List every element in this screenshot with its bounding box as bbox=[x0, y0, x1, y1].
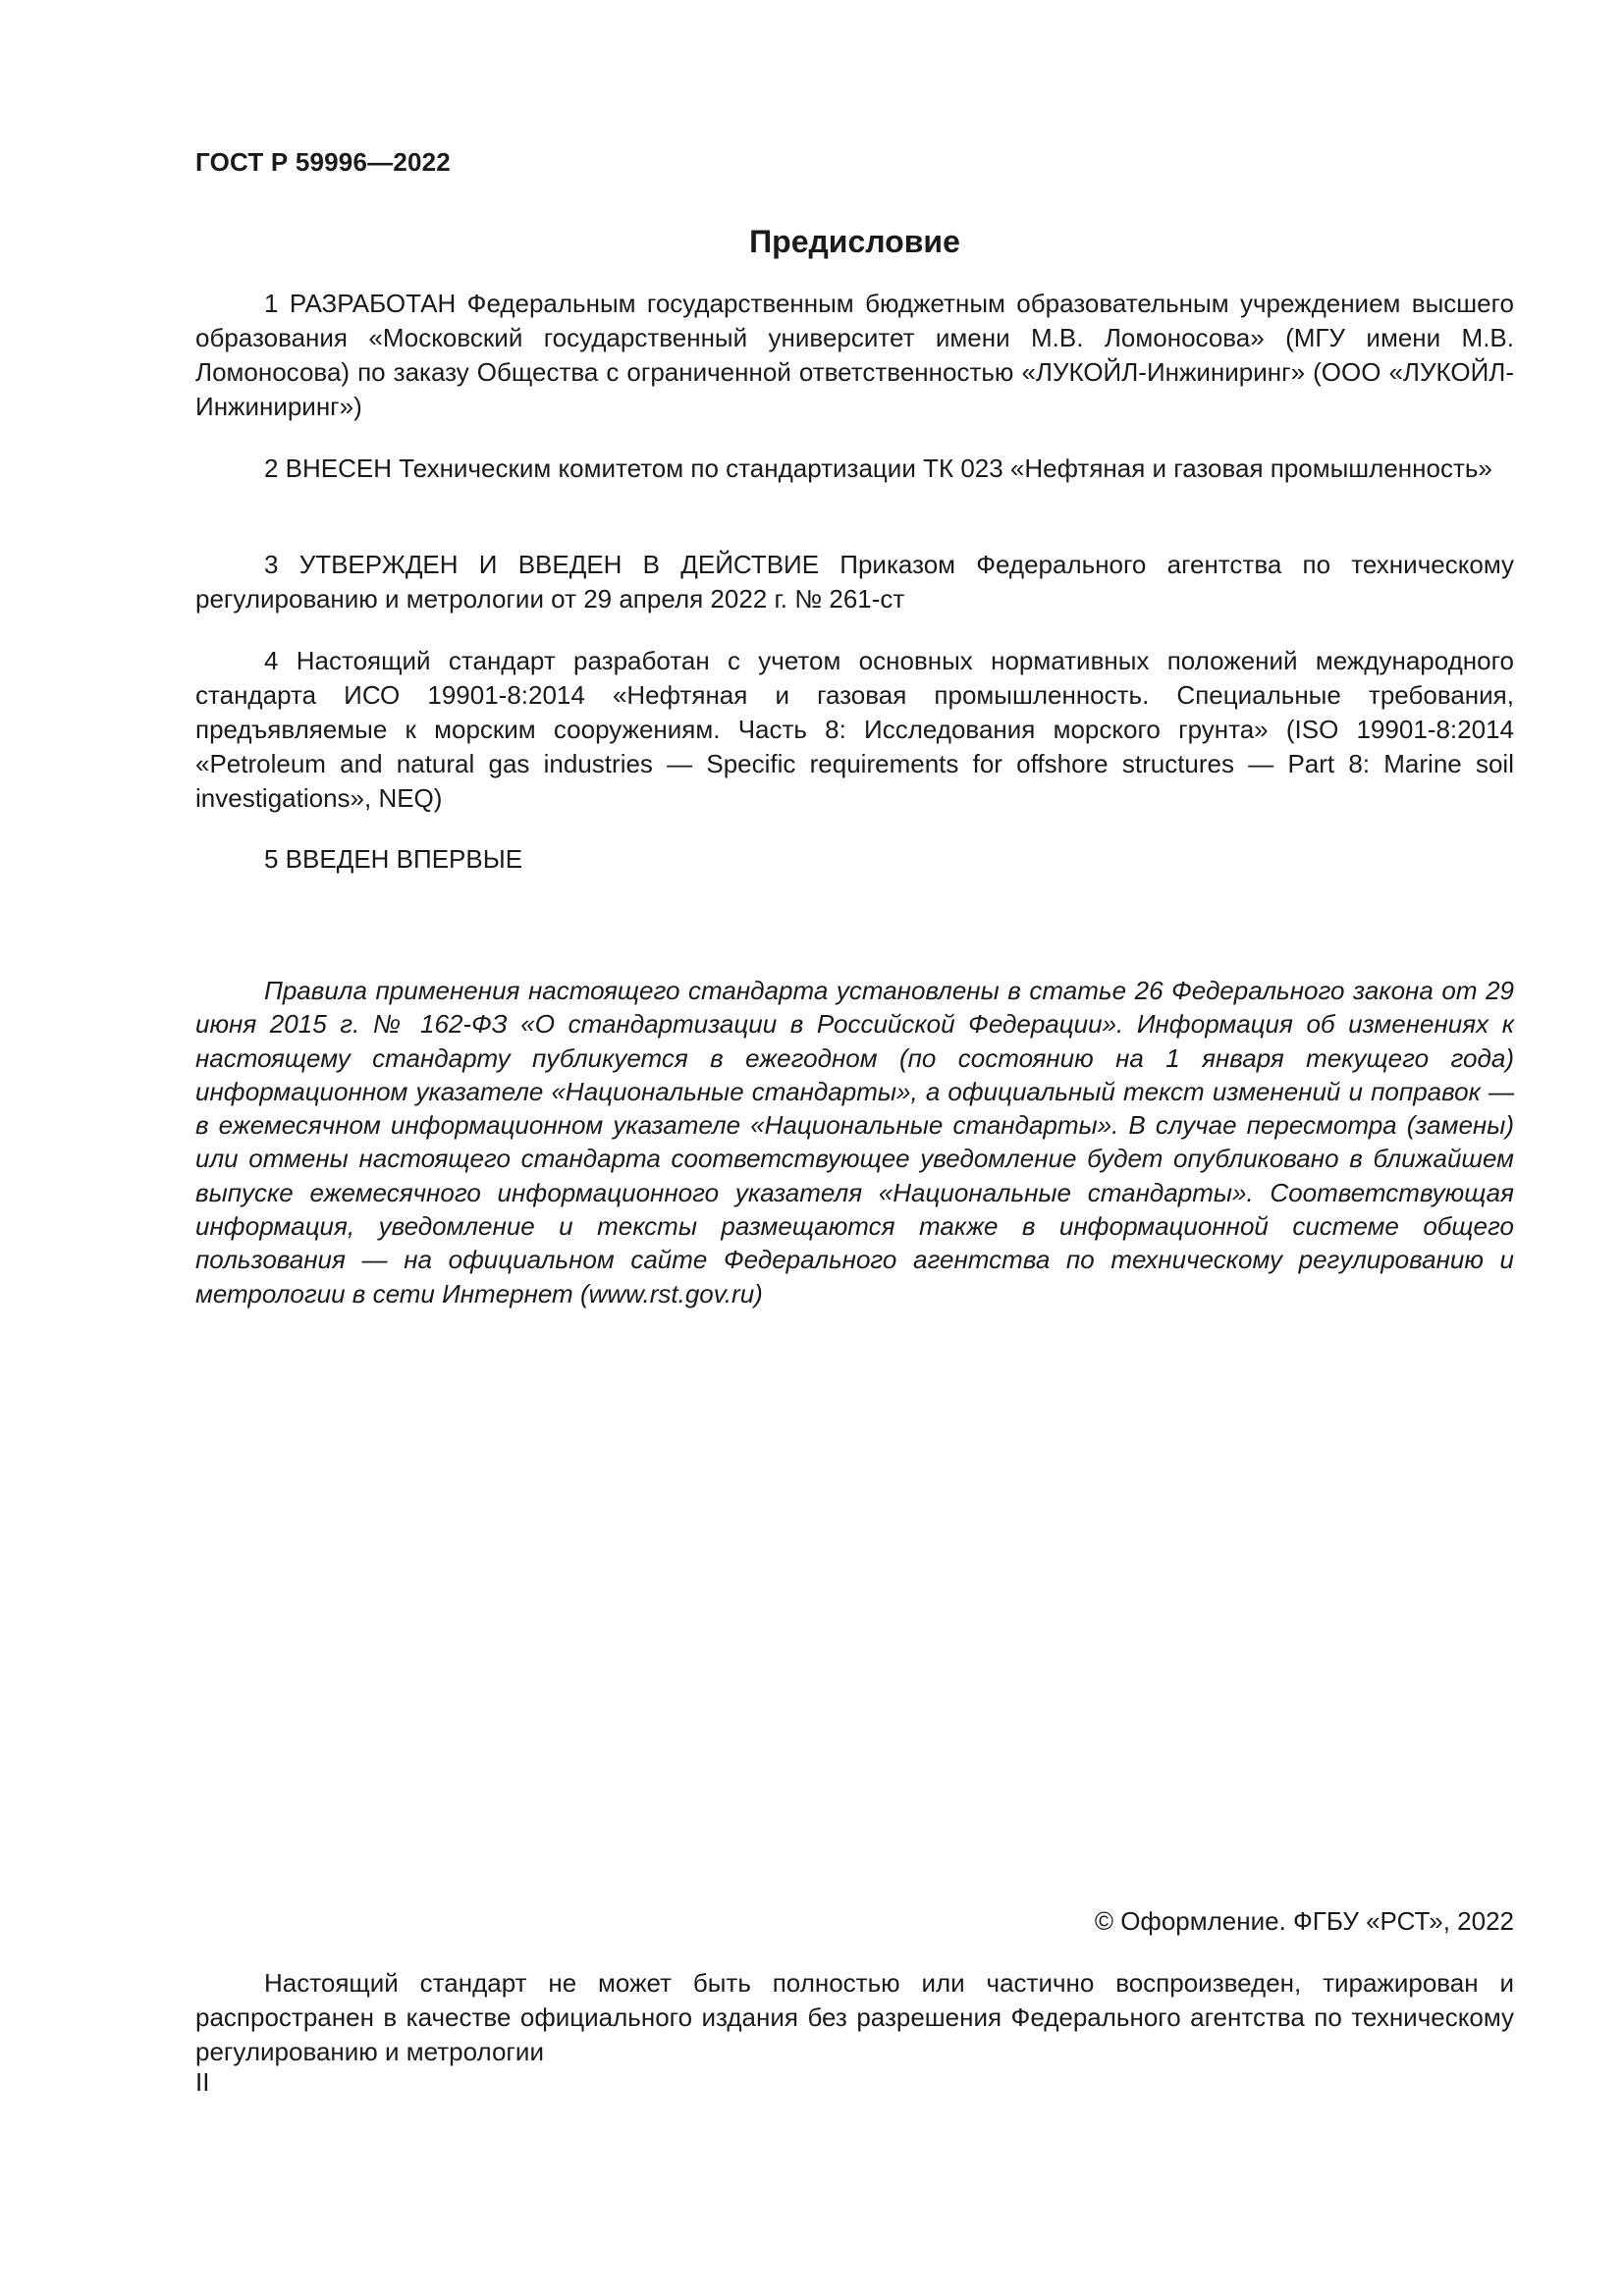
copyright-notice: © Оформление. ФГБУ «РСТ», 2022 bbox=[1094, 1906, 1514, 1936]
page-number: II bbox=[195, 2067, 210, 2097]
document-page bbox=[195, 0, 1514, 2296]
foreword-item-introduced: 2 ВНЕСЕН Техническим комитетом по стандартизации ТК 023 «Нефтяная и газовая промышленность» bbox=[264, 454, 1492, 483]
foreword-item-first-introduced: 5 ВВЕДЕН ВПЕРВЫЕ bbox=[264, 844, 523, 874]
foreword-item-developed: 1 РАЗРАБОТАН Федеральным государственным бюджетным образовательным учреждением высшего образования «Московский государственный университет имени М.В. Ломоносова» (МГУ имени М.В. Ломоносова) по заказу Общества с ограниченной ответственностью «ЛУКОЙЛ-Инжиниринг» (ООО «ЛУКОЙЛ-Инжиниринг») bbox=[195, 289, 1514, 421]
foreword-title: Предисловие bbox=[749, 224, 960, 259]
reproduction-notice: Настоящий стандарт не может быть полностью или частично воспроизведен, тиражирован и распространен в качестве официального издания без разрешения Федерального агентства по техническому регулированию и метрологии bbox=[195, 1968, 1514, 2066]
document-code: ГОСТ Р 59996—2022 bbox=[195, 147, 451, 177]
application-rules-notice: Правила применения настоящего стандарта установлены в статье 26 Федерального закона от 29 июня 2015 г. № 162-ФЗ «О стандартизации в Российской Федерации». Информация об изменениях к настоящему стандарту публикуется в ежегодном (по состоянию на 1 января текущего года) информационном указателе «Национальные стандарты», а официальный текст изменений и поправок — в ежемесячном информационном указателе «Национальные стандарты». В случае пересмотра (замены) или отмены настоящего стандарта соответствующее уведомление будет опубликовано в ближайшем выпуске ежемесячного информационного указателя «Национальные стандарты». Соответствующая информация, уведомление и тексты размещаются также в информационной системе общего пользования — на официальном сайте Федерального агентства по техническому регулированию и метрологии в сети Интернет (www.rst.gov.ru) bbox=[195, 976, 1514, 1308]
foreword-item-approved: 3 УТВЕРЖДЕН И ВВЕДЕН В ДЕЙСТВИЕ Приказом Федерального агентства по техническому регулированию и метрологии от 29 апреля 2022 г. № 261-ст bbox=[195, 550, 1514, 614]
foreword-item-international-basis: 4 Настоящий стандарт разработан с учетом основных нормативных положений международного стандарта ИСО 19901-8:2014 «Нефтяная и газовая промышленность. Специальные требования, предъявляемые к морским сооружениям. Часть 8: Исследования морского грунта» (ISO 19901-8:2014 «Petroleum and natural gas industries — Specific requirements for offshore structures — Part 8: Marine soil investigations», NEQ) bbox=[195, 646, 1514, 813]
